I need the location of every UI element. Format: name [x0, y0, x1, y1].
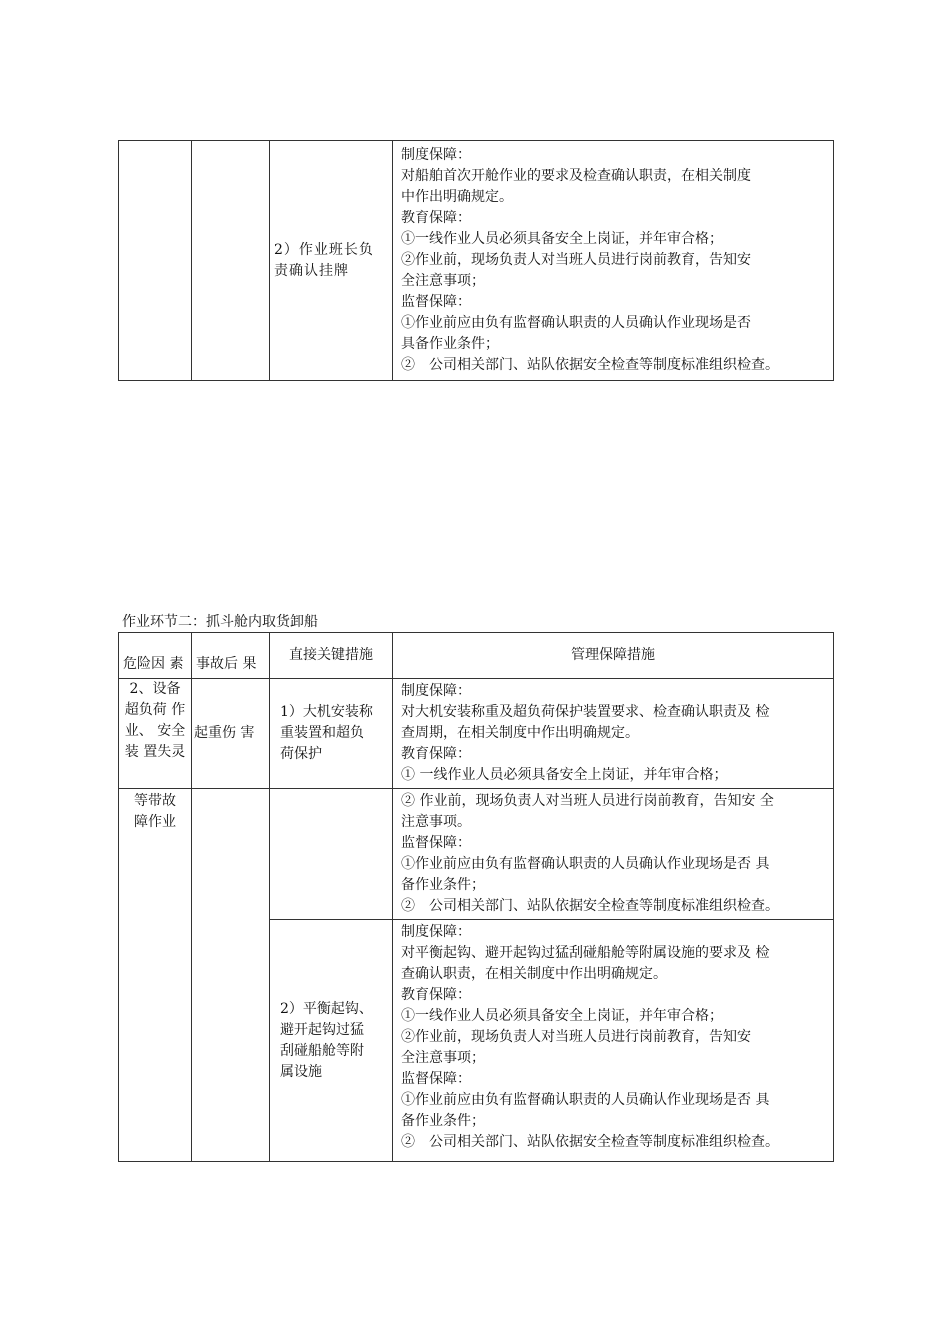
table-row	[119, 141, 834, 381]
management-measure-cell	[393, 679, 834, 789]
mgmt-line: ②作业前，现场负责人对当班人员进行岗前教育，告知安	[401, 252, 751, 268]
mgmt-line: ①作业前应由负有监督确认职责的人员确认作业现场是否	[401, 315, 751, 331]
mgmt-line: ② 公司相关部门、站队依据安全检查等制度标准组织检查。	[401, 357, 779, 373]
hazard-line: 障作业	[134, 814, 176, 830]
mgmt-line: ①一线作业人员必须具备安全上岗证，并年审合格；	[401, 1008, 723, 1024]
direct-measure-cell	[270, 141, 393, 381]
measure-line: 责确认挂牌	[274, 262, 349, 279]
mgmt-line: ② 公司相关部门、站队依据安全检查等制度标准组织检查。	[401, 898, 779, 914]
mgmt-line: ①作业前应由负有监督确认职责的人员确认作业现场是否 具	[401, 1092, 770, 1108]
mgmt-line: 备作业条件；	[401, 1113, 485, 1129]
mgmt-line: 教育保障：	[401, 210, 471, 226]
header-hazard: 危险因 素	[119, 633, 192, 679]
table-row	[119, 679, 834, 789]
mgmt-line: 全注意事项；	[401, 1050, 485, 1066]
mgmt-line: 中作出明确规定。	[401, 189, 513, 205]
mgmt-line: 全注意事项；	[401, 273, 485, 289]
section-caption: 作业环节二：抓斗舱内取货卸船	[122, 614, 318, 630]
mgmt-line: 备作业条件；	[401, 877, 485, 893]
measure-line: 荷保护	[280, 746, 322, 762]
mgmt-line: 监督保障：	[401, 835, 471, 851]
hazard-line: 超负荷 作	[124, 702, 186, 718]
mgmt-line: 对大机安装称重及超负荷保护装置要求、检查确认职责及 检	[401, 704, 770, 720]
header-consequence: 事故后 果	[192, 633, 270, 679]
direct-measure-cell	[270, 920, 393, 1162]
hazard-cell	[119, 679, 192, 789]
direct-measure-cell	[270, 679, 393, 789]
measure-line: 刮碰船舱等附	[280, 1042, 364, 1059]
mgmt-line: 查确认职责，在相关制度中作出明确规定。	[401, 966, 667, 982]
header-management-measure: 管理保障措施	[393, 633, 834, 679]
hazard-cell	[119, 789, 192, 1162]
hazard-line: 2、设备	[129, 681, 181, 697]
hazard-cell-empty	[119, 141, 192, 381]
mgmt-line: 查周期，在相关制度中作出明确规定。	[401, 725, 639, 741]
mgmt-line: ①作业前应由负有监督确认职责的人员确认作业现场是否 具	[401, 856, 770, 872]
measure-line: 1）大机安装称	[280, 704, 373, 720]
mgmt-line: 制度保障：	[401, 683, 471, 699]
mgmt-line: ② 公司相关部门、站队依据安全检查等制度标准组织检查。	[401, 1134, 779, 1150]
mgmt-line: 具备作业条件；	[401, 336, 499, 352]
consequence-cell: 起重伤 害	[192, 679, 270, 789]
mgmt-line: 注意事项。	[401, 814, 471, 830]
table-header-row	[119, 633, 834, 679]
consequence-cell-empty	[192, 141, 270, 381]
hazard-line: 装 置失灵	[124, 744, 186, 760]
management-measure-cell	[393, 141, 834, 381]
table-row	[119, 789, 834, 920]
mgmt-line: ①一线作业人员必须具备安全上岗证，并年审合格；	[401, 231, 723, 247]
measure-line: 2）作业班长负	[274, 241, 374, 258]
mgmt-line: ① 一线作业人员必须具备安全上岗证，并年审合格；	[401, 767, 728, 783]
mgmt-line: 监督保障：	[401, 294, 471, 310]
measure-line: 属设施	[280, 1063, 322, 1080]
consequence-cell-empty	[192, 789, 270, 1162]
mgmt-line: 对平衡起钩、避开起钩过猛刮碰船舱等附属设施的要求及 检	[401, 945, 770, 961]
mgmt-line: 监督保障：	[401, 1071, 471, 1087]
direct-measure-cell-empty	[270, 789, 393, 920]
hazard-line: 等带故	[134, 793, 176, 809]
measure-line: 避开起钩过猛	[280, 1021, 364, 1038]
mgmt-line: 制度保障：	[401, 924, 471, 940]
mgmt-line: 对船舶首次开舱作业的要求及检查确认职责，在相关制度	[401, 168, 751, 184]
mgmt-line: 教育保障：	[401, 746, 471, 762]
hazard-measures-table	[118, 632, 834, 1162]
table-continuation	[118, 140, 834, 381]
mgmt-line: 教育保障：	[401, 987, 471, 1003]
mgmt-line: ②作业前，现场负责人对当班人员进行岗前教育，告知安	[401, 1029, 751, 1045]
header-direct-measure: 直接关键措施	[270, 633, 393, 679]
management-measure-cell	[393, 789, 834, 920]
measure-line: 重装置和超负	[280, 725, 364, 741]
mgmt-line: ② 作业前，现场负责人对当班人员进行岗前教育，告知安 全	[401, 793, 774, 809]
measure-line: 2）平衡起钩、	[280, 1000, 373, 1017]
management-measure-cell	[393, 920, 834, 1162]
mgmt-line: 制度保障：	[401, 147, 471, 163]
hazard-line: 业、 安全	[124, 723, 186, 739]
